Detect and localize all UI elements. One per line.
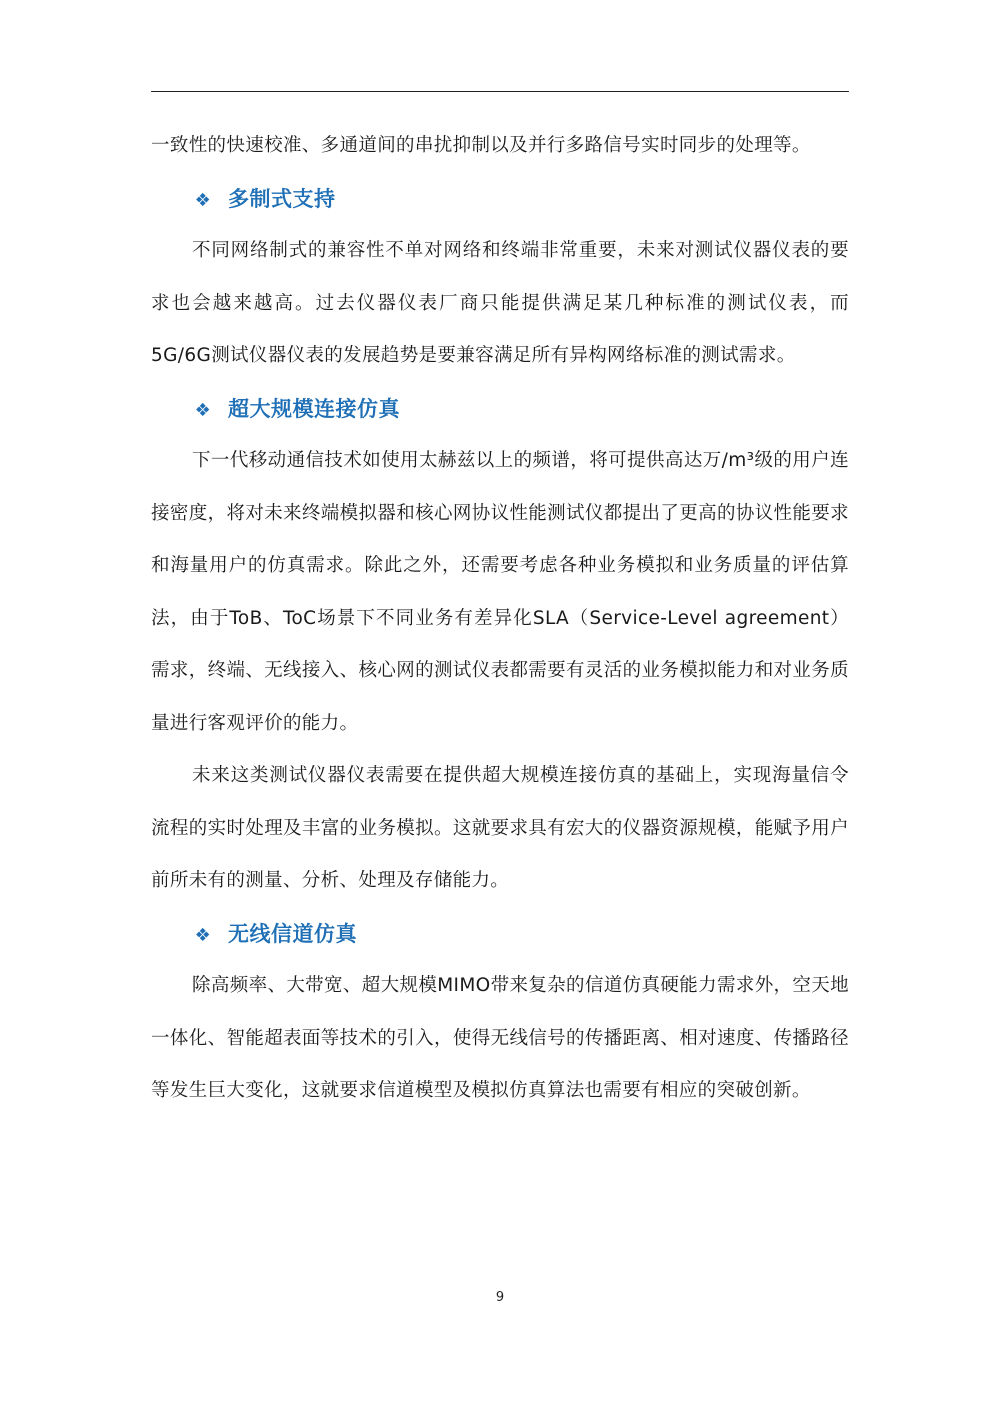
section-heading-text: 多制式支持 <box>228 186 336 211</box>
section-heading-text: 超大规模连接仿真 <box>228 396 400 421</box>
paragraph-massive-connection-2: 未来这类测试仪器仪表需要在提供超大规模连接仿真的基础上，实现海量信令流程的实时处理及丰富的业务模拟。这就要求具有宏大的仪器资源规模，能赋予用户前所未有的测量、分析、处理及存储能力。 <box>151 765 849 891</box>
document-body <box>151 120 849 1118</box>
paragraph-massive-connection-1: 下一代移动通信技术如使用太赫兹以上的频谱，将可提供高达万/m³级的用户连接密度，将对未来终端模拟器和核心网协议性能测试仪都提出了更高的协议性能要求和海量用户的仿真需求。除此之外，还需要考虑各种业务模拟和业务质量的评估算法，由于ToB、ToC场景下不同业务有差异化SLA（Service-Level agreement）需求，终端、无线接入、核心网的测试仪表都需要有灵活的业务模拟能力和对业务质量进行客观评价的能力。 <box>151 450 849 734</box>
diamond-bullet-icon: ❖ <box>194 924 212 946</box>
section-heading-multi-standard <box>151 173 849 226</box>
paragraph-multi-standard: 不同网络制式的兼容性不单对网络和终端非常重要，未来对测试仪器仪表的要求也会越来越高。过去仪器仪表厂商只能提供满足某几种标准的测试仪表，而5G/6G测试仪器仪表的发展趋势是要兼容满足所有异构网络标准的测试需求。 <box>151 240 849 366</box>
diamond-bullet-icon: ❖ <box>194 399 212 421</box>
page-number: 9 <box>495 1290 505 1305</box>
section-heading-channel-simulation <box>151 908 849 961</box>
diamond-bullet-icon: ❖ <box>194 189 212 211</box>
paragraph-continuation: 一致性的快速校准、多通道间的串扰抑制以及并行多路信号实时同步的处理等。 <box>151 135 811 156</box>
header-rule <box>151 91 849 92</box>
section-heading-massive-connection <box>151 383 849 436</box>
paragraph-channel-simulation: 除高频率、大带宽、超大规模MIMO带来复杂的信道仿真硬能力需求外，空天地一体化、智能超表面等技术的引入，使得无线信号的传播距离、相对速度、传播路径等发生巨大变化，这就要求信道模型及模拟仿真算法也需要有相应的突破创新。 <box>151 975 849 1101</box>
section-heading-text: 无线信道仿真 <box>228 921 357 946</box>
